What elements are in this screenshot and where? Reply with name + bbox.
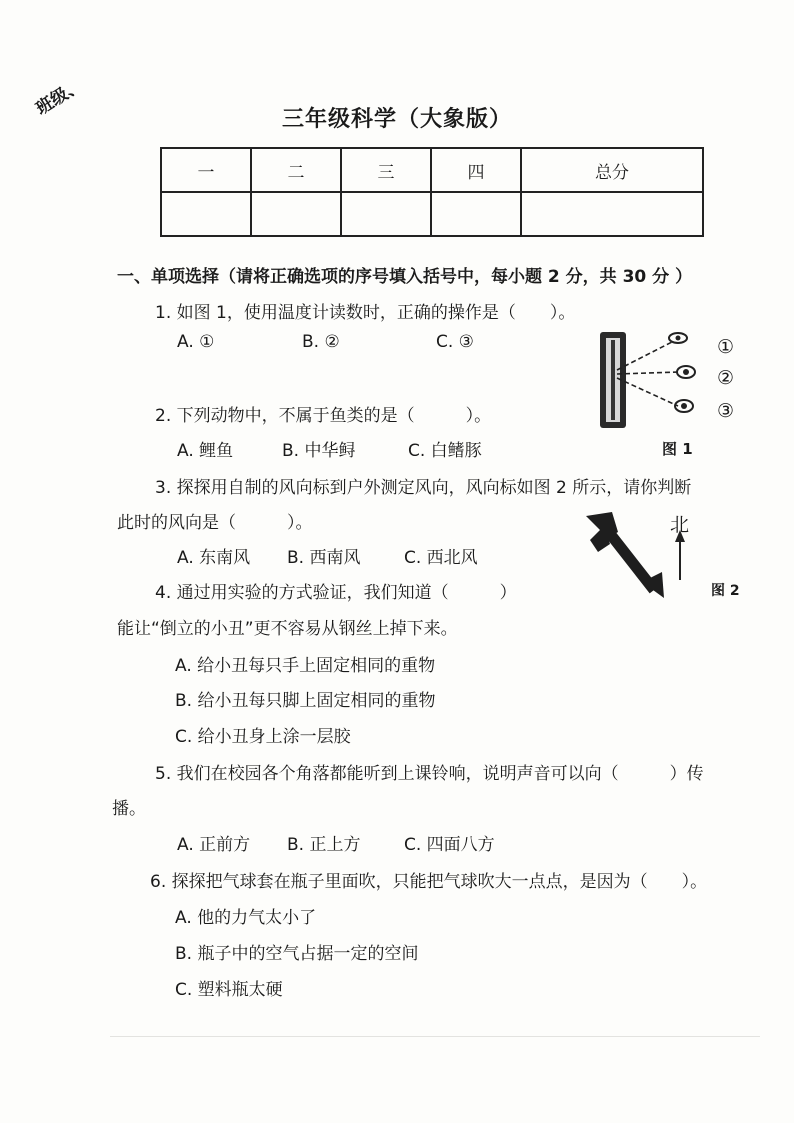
question-4-stem-line-2: 能让“倒立的小丑”更不容易从钢丝上掉下来。 xyxy=(117,619,458,639)
question-5-option-c: C. 四面八方 xyxy=(404,835,495,855)
sight-line-2 xyxy=(617,372,680,374)
score-table xyxy=(160,147,704,237)
score-header-1: 一 xyxy=(161,148,251,192)
score-cell-4 xyxy=(431,192,521,236)
question-6-option-b: B. 瓶子中的空气占据一定的空间 xyxy=(175,944,419,964)
eye-icon xyxy=(677,366,695,378)
section-heading: 一、单项选择（请将正确选项的序号填入括号中，每小题 2 分，共 30 分 ） xyxy=(117,267,693,287)
question-4-stem-line-1: 4. 通过用实验的方式验证，我们知道（ ） xyxy=(155,583,517,603)
score-header-2: 二 xyxy=(251,148,341,192)
score-header-row xyxy=(161,148,703,192)
question-2-option-b: B. 中华鲟 xyxy=(282,441,356,461)
score-cell-total xyxy=(521,192,703,236)
question-3-option-b: B. 西南风 xyxy=(287,548,361,568)
question-3-stem-line-2: 此时的风向是（ ）。 xyxy=(117,513,313,533)
question-5-option-a: A. 正前方 xyxy=(177,835,251,855)
page-divider xyxy=(110,1036,760,1037)
figure-1-caption: 图 1 xyxy=(662,440,693,458)
score-cell-1 xyxy=(161,192,251,236)
question-3-option-a: A. 东南风 xyxy=(177,548,251,568)
figure-2-north-label: 北 xyxy=(670,514,690,536)
question-4-option-c: C. 给小丑身上涂一层胶 xyxy=(175,727,351,747)
score-header-total: 总分 xyxy=(521,148,703,192)
question-4-option-a: A. 给小丑每只手上固定相同的重物 xyxy=(175,656,436,676)
score-cell-2 xyxy=(251,192,341,236)
figure-1-marker-3: ③ xyxy=(717,400,735,422)
question-2-option-a: A. 鲤鱼 xyxy=(177,441,234,461)
sight-line-3 xyxy=(617,378,678,406)
question-1-option-c: C. ③ xyxy=(436,332,474,352)
score-value-row xyxy=(161,192,703,236)
north-arrow xyxy=(675,530,685,580)
score-cell-3 xyxy=(341,192,431,236)
question-2-option-c: C. 白鳍豚 xyxy=(408,441,482,461)
question-1-stem: 1. 如图 1，使用温度计读数时，正确的操作是（ ）。 xyxy=(155,303,576,323)
question-6-option-a: A. 他的力气太小了 xyxy=(175,908,317,928)
wind-vane-arrow xyxy=(586,512,664,598)
class-label: 班级、 xyxy=(32,75,87,120)
eye-icon xyxy=(669,333,687,343)
question-4-option-b: B. 给小丑每只脚上固定相同的重物 xyxy=(175,691,436,711)
score-header-4: 四 xyxy=(431,148,521,192)
question-5-stem-line-1: 5. 我们在校园各个角落都能听到上课铃响，说明声音可以向（ ）传 xyxy=(155,764,704,784)
page-title: 三年级科学（大象版） xyxy=(281,107,512,132)
question-6-option-c: C. 塑料瓶太硬 xyxy=(175,980,283,1000)
question-1-option-a: A. ① xyxy=(177,332,215,352)
question-5-option-b: B. 正上方 xyxy=(287,835,361,855)
question-2-stem: 2. 下列动物中，不属于鱼类的是（ ）。 xyxy=(155,406,492,426)
thermometer-liquid xyxy=(611,340,615,420)
question-1-option-b: B. ② xyxy=(302,332,340,352)
question-3-option-c: C. 西北风 xyxy=(404,548,478,568)
figure-1-marker-1: ① xyxy=(717,336,735,358)
figure-1-marker-2: ② xyxy=(717,367,735,389)
figure-2-caption: 图 2 xyxy=(711,583,740,599)
score-header-3: 三 xyxy=(341,148,431,192)
question-3-stem-line-1: 3. 探探用自制的风向标到户外测定风向，风向标如图 2 所示，请你判断 xyxy=(155,478,692,498)
question-5-stem-line-2: 播。 xyxy=(112,799,146,819)
question-6-stem: 6. 探探把气球套在瓶子里面吹，只能把气球吹大一点点，是因为（ ）。 xyxy=(150,872,708,892)
